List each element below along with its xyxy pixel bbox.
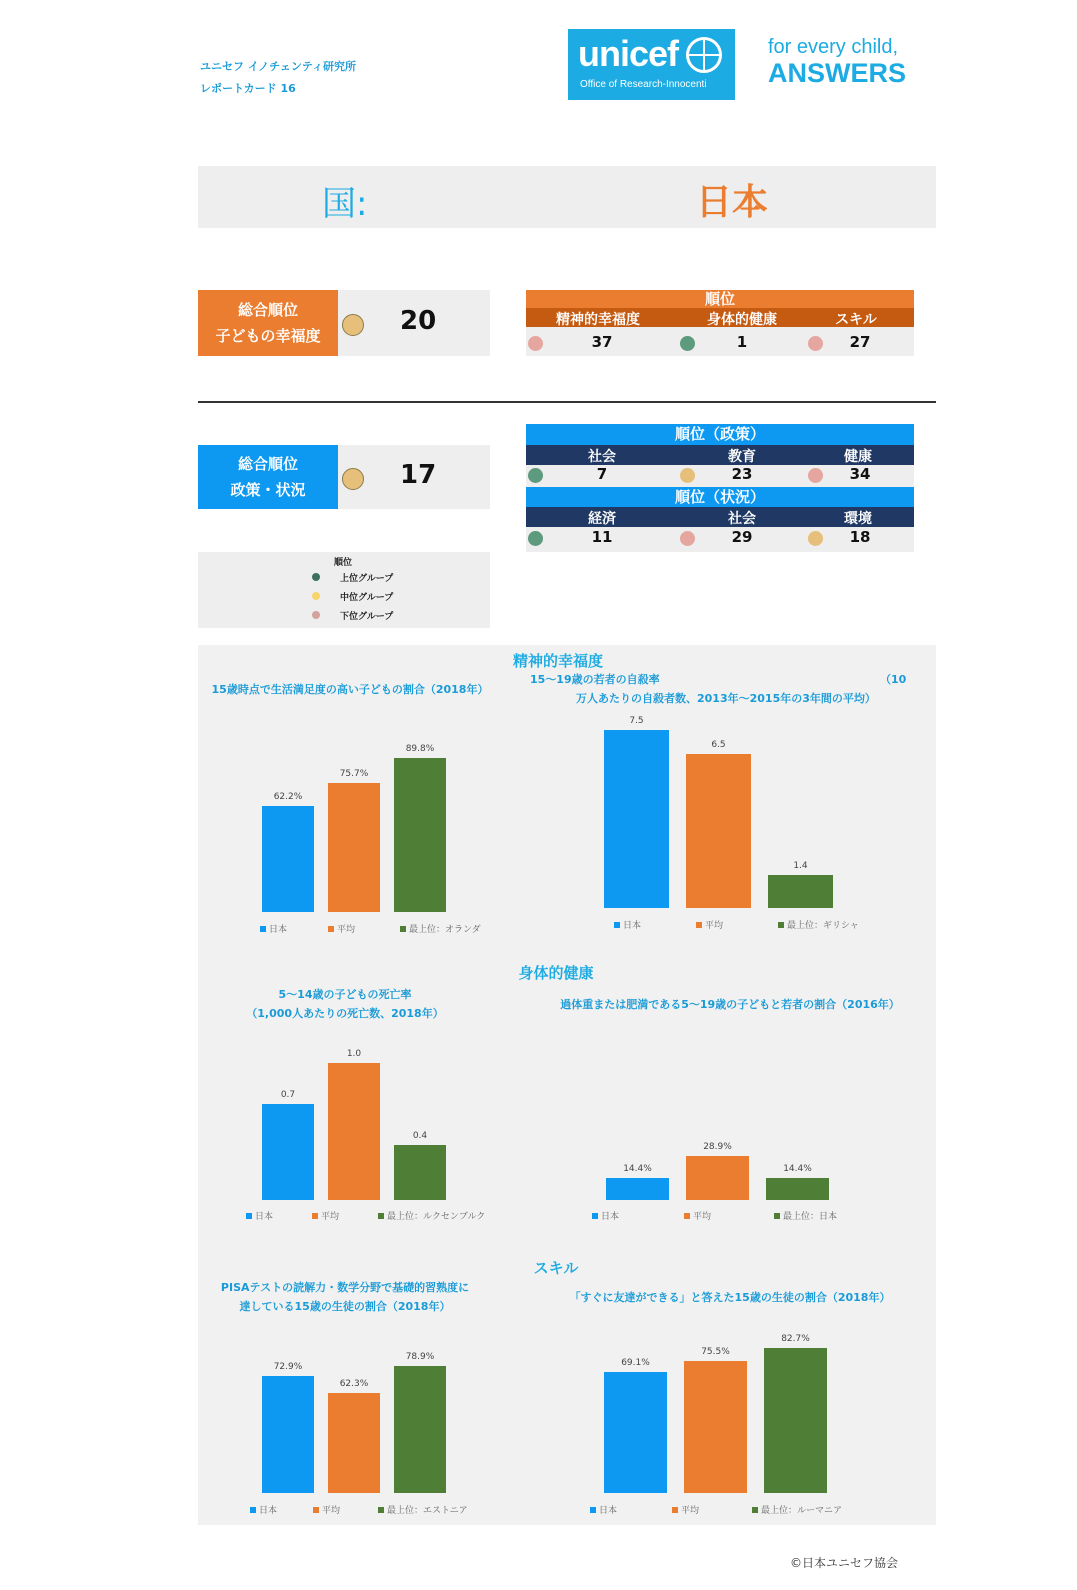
header-status-economy: 経済 — [588, 511, 616, 527]
chart-6-bar-1 — [604, 1372, 667, 1493]
chart-5-title-2: 達している15歳の生徒の割合（2018年） — [239, 1300, 451, 1313]
chart-4-bar-3 — [766, 1178, 829, 1200]
section-mental-title: 精神的幸福度 — [512, 652, 603, 670]
chart-6-legend-1: 日本 — [590, 1503, 617, 1516]
chart-1-bar-3 — [394, 758, 446, 912]
header-policy-education: 教育 — [728, 449, 756, 465]
chart-1-value-label-1: 62.2% — [273, 792, 303, 802]
chart-1-legend-2: 平均 — [328, 922, 355, 935]
chart-5-value-label-1: 72.9% — [273, 1362, 303, 1372]
chart-6-bar-2 — [684, 1361, 747, 1493]
chart-2-title-2: 万人あたりの自殺者数、2013年～2015年の3年間の平均） — [576, 692, 876, 705]
chart-4-legend-3: 最上位：日本 — [774, 1209, 837, 1222]
chart-2-title-note: （10 — [880, 673, 907, 686]
skills-rank: 27 — [849, 333, 871, 351]
chart-3-value-label-1: 0.7 — [280, 1090, 296, 1100]
section-physical-title: 身体的健康 — [518, 964, 594, 982]
chart-4-value-label-3: 14.4% — [783, 1164, 812, 1174]
policy-rank-label-2: 政策・状況 — [230, 481, 306, 499]
chart-1-title: 15歳時点で生活満足度の高い子どもの割合（2018年） — [211, 683, 489, 696]
legend-top-label: 上位グループ — [340, 574, 394, 584]
chart-2-legend-1: 日本 — [614, 918, 641, 931]
chart-6-legend-3: 最上位：ルーマニア — [752, 1503, 842, 1516]
chart-5-bar-1 — [262, 1376, 314, 1493]
chart-1-value-label-2: 75.7% — [339, 769, 369, 779]
chart-3-title: 5～14歳の子どもの死亡率 — [278, 988, 412, 1001]
chart-2-legend-3: 最上位：ギリシャ — [778, 918, 859, 931]
wellbeing-rank-label-2: 子どもの幸福度 — [215, 327, 321, 345]
chart-2-bar-3 — [768, 875, 833, 908]
section-skills-title: スキル — [533, 1259, 579, 1277]
chart-5-value-label-3: 78.9% — [405, 1352, 435, 1362]
mental-rank: 37 — [591, 333, 613, 351]
chart-4-bar-2 — [686, 1156, 749, 1200]
chart-2-title: 15～19歳の若者の自殺率 — [530, 673, 660, 686]
chart-3-title-2: （1,000人あたりの死亡数、2018年） — [246, 1007, 444, 1020]
chart-6-legend-2: 平均 — [672, 1503, 699, 1516]
chart-3-legend-2: 平均 — [312, 1209, 339, 1222]
report-name: レポートカード 16 — [200, 82, 296, 95]
header-skills: スキル — [835, 312, 877, 328]
header-status-social: 社会 — [728, 511, 756, 527]
policy-table-title: 順位（政策） — [526, 424, 914, 445]
chart-2-value-label-2: 6.5 — [711, 740, 726, 750]
chart-3-legend-1: 日本 — [246, 1209, 273, 1222]
status-economy-rank: 11 — [591, 528, 613, 546]
chart-2-value-label-1: 7.5 — [629, 716, 644, 726]
wellbeing-table-title: 順位 — [526, 290, 914, 308]
chart-5-legend-2: 平均 — [313, 1503, 340, 1516]
chart-3-legend-3: 最上位：ルクセンブルク — [378, 1209, 485, 1222]
chart-6-value-label-2: 75.5% — [701, 1347, 730, 1357]
logo-subtitle: Office of Research-Innocenti — [580, 79, 707, 90]
legend-middle-label: 中位グループ — [340, 593, 394, 603]
chart-4-value-label-1: 14.4% — [623, 1164, 652, 1174]
chart-6-title: 「すぐに友達ができる」と答えた15歳の生徒の割合（2018年） — [569, 1291, 891, 1304]
chart-5-title: PISAテストの読解力・数学分野で基礎的習熟度に — [220, 1281, 470, 1294]
country-label: 国: — [322, 184, 368, 224]
policy-education-rank: 23 — [731, 465, 753, 483]
legend-bottom-label: 下位グループ — [340, 612, 394, 622]
header-policy-health: 健康 — [844, 449, 872, 465]
chart-4-legend-2: 平均 — [684, 1209, 711, 1222]
policy-rank-value: 17 — [400, 460, 437, 490]
chart-5-legend-1: 日本 — [250, 1503, 277, 1516]
chart-1-bar-2 — [328, 783, 380, 912]
header-mental: 精神的幸福度 — [556, 312, 640, 328]
chart-1-value-label-3: 89.8% — [405, 744, 435, 754]
chart-5-bar-3 — [394, 1366, 446, 1493]
chart-3-bar-3 — [394, 1145, 446, 1200]
status-table-title: 順位（状況） — [526, 487, 914, 507]
chart-1-legend-1: 日本 — [260, 922, 287, 935]
chart-4-bar-1 — [606, 1178, 669, 1200]
chart-4-legend-1: 日本 — [592, 1209, 619, 1222]
chart-1-bar-1 — [262, 806, 314, 912]
footer-copyright: ©日本ユニセフ協会 — [790, 1556, 899, 1570]
chart-4-value-label-2: 28.9% — [703, 1142, 732, 1152]
chart-2-legend-2: 平均 — [696, 918, 723, 931]
chart-3-bar-1 — [262, 1104, 314, 1200]
country-name: 日本 — [696, 182, 769, 223]
header-status-environment: 環境 — [844, 511, 872, 527]
wellbeing-rank-label-1: 総合順位 — [237, 301, 298, 319]
chart-2-bar-2 — [686, 754, 751, 908]
chart-6-value-label-3: 82.7% — [781, 1334, 810, 1344]
chart-6-value-label-1: 69.1% — [621, 1358, 650, 1368]
policy-social-rank: 7 — [596, 465, 608, 483]
tagline-line-1: for every child, — [768, 36, 899, 58]
header-physical: 身体的健康 — [707, 312, 777, 328]
chart-3-bar-2 — [328, 1063, 380, 1200]
status-environment-rank: 18 — [849, 528, 871, 546]
logo-word: unicef — [578, 33, 679, 74]
institute-name: ユニセフ イノチェンティ研究所 — [200, 60, 356, 73]
chart-3-value-label-2: 1.0 — [346, 1049, 362, 1059]
legend-title: 順位 — [334, 558, 353, 568]
chart-5-bar-2 — [328, 1393, 380, 1493]
policy-health-rank: 34 — [849, 465, 871, 483]
chart-1-legend-3: 最上位：オランダ — [400, 922, 481, 935]
wellbeing-rank-value: 20 — [400, 306, 437, 336]
chart-4-title: 過体重または肥満である5～19歳の子どもと若者の割合（2016年） — [560, 998, 900, 1011]
physical-rank: 1 — [736, 333, 748, 351]
tagline-line-2: ANSWERS — [768, 58, 907, 88]
chart-2-bar-1 — [604, 730, 669, 908]
chart-2-value-label-3: 1.4 — [793, 861, 808, 871]
policy-rank-label-1: 総合順位 — [237, 455, 298, 473]
chart-5-value-label-2: 62.3% — [339, 1379, 369, 1389]
chart-5-legend-3: 最上位：エストニア — [378, 1503, 468, 1516]
chart-6-bar-3 — [764, 1348, 827, 1493]
status-social-rank: 29 — [731, 528, 753, 546]
chart-3-value-label-3: 0.4 — [412, 1131, 428, 1141]
header-policy-social: 社会 — [588, 449, 616, 465]
